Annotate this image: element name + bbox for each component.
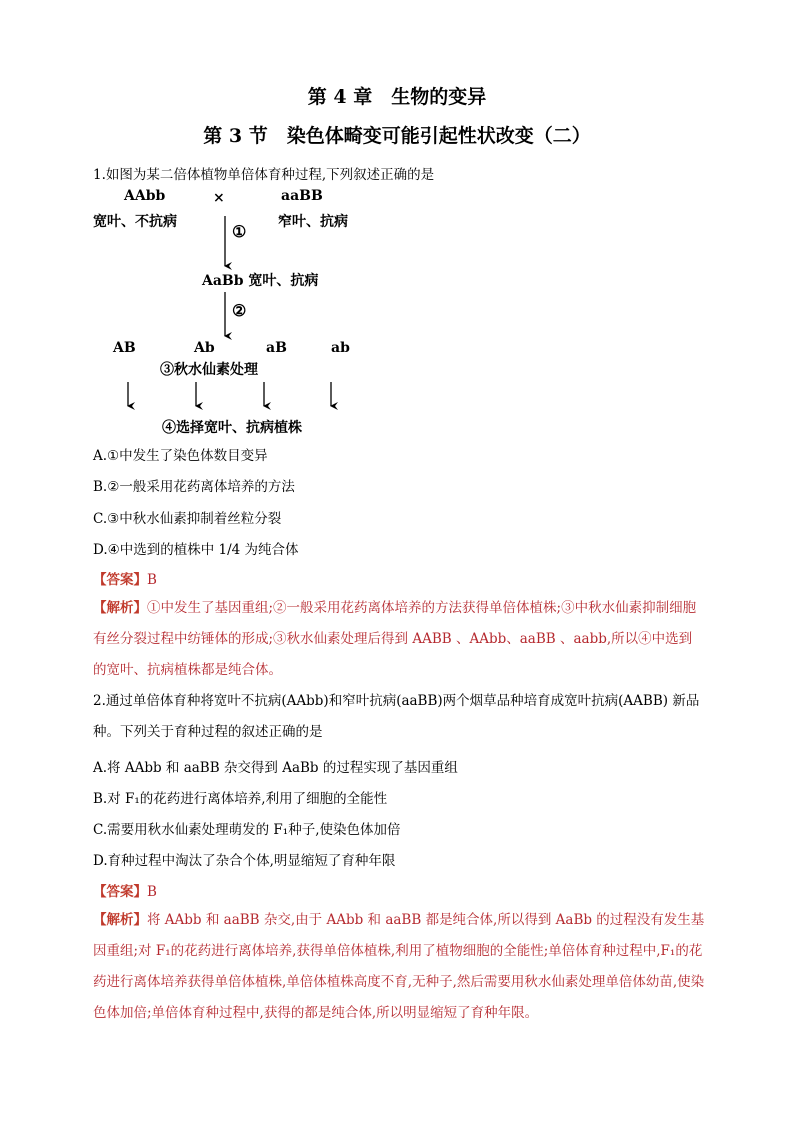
gamete-1: AB <box>113 340 136 356</box>
gamete-3: aB <box>266 340 287 356</box>
parent2-traits: 窄叶、抗病 <box>278 214 348 230</box>
q1-option-a: A.①中发生了染色体数目变异 <box>93 448 268 464</box>
q1-option-d: D.④中选到的植株中 1/4 为纯合体 <box>93 542 299 558</box>
chapter-title: 第 4 章 生物的变异 <box>307 86 487 108</box>
q2-answer <box>93 880 157 900</box>
cross-symbol: × <box>213 190 225 206</box>
step3-label: ③秋水仙素处理 <box>160 362 258 378</box>
parent1-traits: 宽叶、不抗病 <box>93 214 177 230</box>
q2-stem: 2.通过单倍体育种将宽叶不抗病(AAbb)和窄叶抗病(aaBB)两个烟草品种培育成宽叶抗病(AABB) 新品种。下列关于育种过程的叙述正确的是 <box>93 693 700 740</box>
gamete-2: Ab <box>194 340 215 356</box>
q1-answer-label: 【答案】 <box>93 572 147 588</box>
q2-analysis-label: 【解析】 <box>93 912 147 928</box>
q1-option-b: B.②一般采用花药离体培养的方法 <box>93 479 295 495</box>
parent2-genotype: aaBB <box>281 188 323 204</box>
q1-option-c: C.③中秋水仙素抑制着丝粒分裂 <box>93 511 282 527</box>
q1-stem: 1.如图为某二倍体植物单倍体育种过程,下列叙述正确的是 <box>93 167 435 183</box>
q2-analysis <box>93 905 705 1029</box>
q1-analysis-label: 【解析】 <box>93 600 147 616</box>
step2-label: ② <box>232 301 247 320</box>
q2-analysis-text: 将 AAbb 和 aaBB 杂交,由于 AAbb 和 aaBB 都是纯合体,所以得到 AaBb 的过程没有发生基因重组;对 F₁的花药进行离体培养,获得单倍体植株,利用了植物细胞的全能性;单倍体育种过程中,F₁的花药进行离体培养获得单倍体植株,单倍体植株高度不育,无种子,然后需要用秋水仙素处理单倍体幼苗,使染色体加倍;单倍体育种过程中,获得的都是纯合体,所以明显缩短了育种年限。 <box>93 912 705 1021</box>
q2-option-b: B.对 F₁的花药进行离体培养,利用了细胞的全能性 <box>93 791 388 807</box>
q1-analysis-text: ①中发生了基因重组;②一般采用花药离体培养的方法获得单倍体植株;③中秋水仙素抑制细胞有丝分裂过程中纺锤体的形成;③秋水仙素处理后得到 AABB 、AAbb、aaBB 、aabb,所以④中选到的宽叶、抗病植株都是纯合体。 <box>93 600 697 678</box>
q2-option-d: D.育种过程中淘汰了杂合个体,明显缩短了育种年限 <box>93 853 396 869</box>
section-title: 第 3 节 染色体畸变可能引起性状改变（二） <box>203 125 591 147</box>
gamete-4: ab <box>331 340 350 356</box>
q2-option-a: A.将 AAbb 和 aaBB 杂交得到 AaBb 的过程实现了基因重组 <box>93 760 458 776</box>
q2-option-c: C.需要用秋水仙素处理萌发的 F₁种子,使染色体加倍 <box>93 822 401 838</box>
step4-label: ④选择宽叶、抗病植株 <box>162 420 302 436</box>
q1-analysis <box>93 593 705 686</box>
parent1-genotype: AAbb <box>124 188 166 204</box>
q1-answer <box>93 568 157 588</box>
step1-label: ① <box>232 222 247 241</box>
q2-answer-value: B <box>147 884 157 900</box>
q2-answer-label: 【答案】 <box>93 884 147 900</box>
q1-answer-value: B <box>147 572 157 588</box>
f1-genotype: AaBb 宽叶、抗病 <box>202 273 319 289</box>
